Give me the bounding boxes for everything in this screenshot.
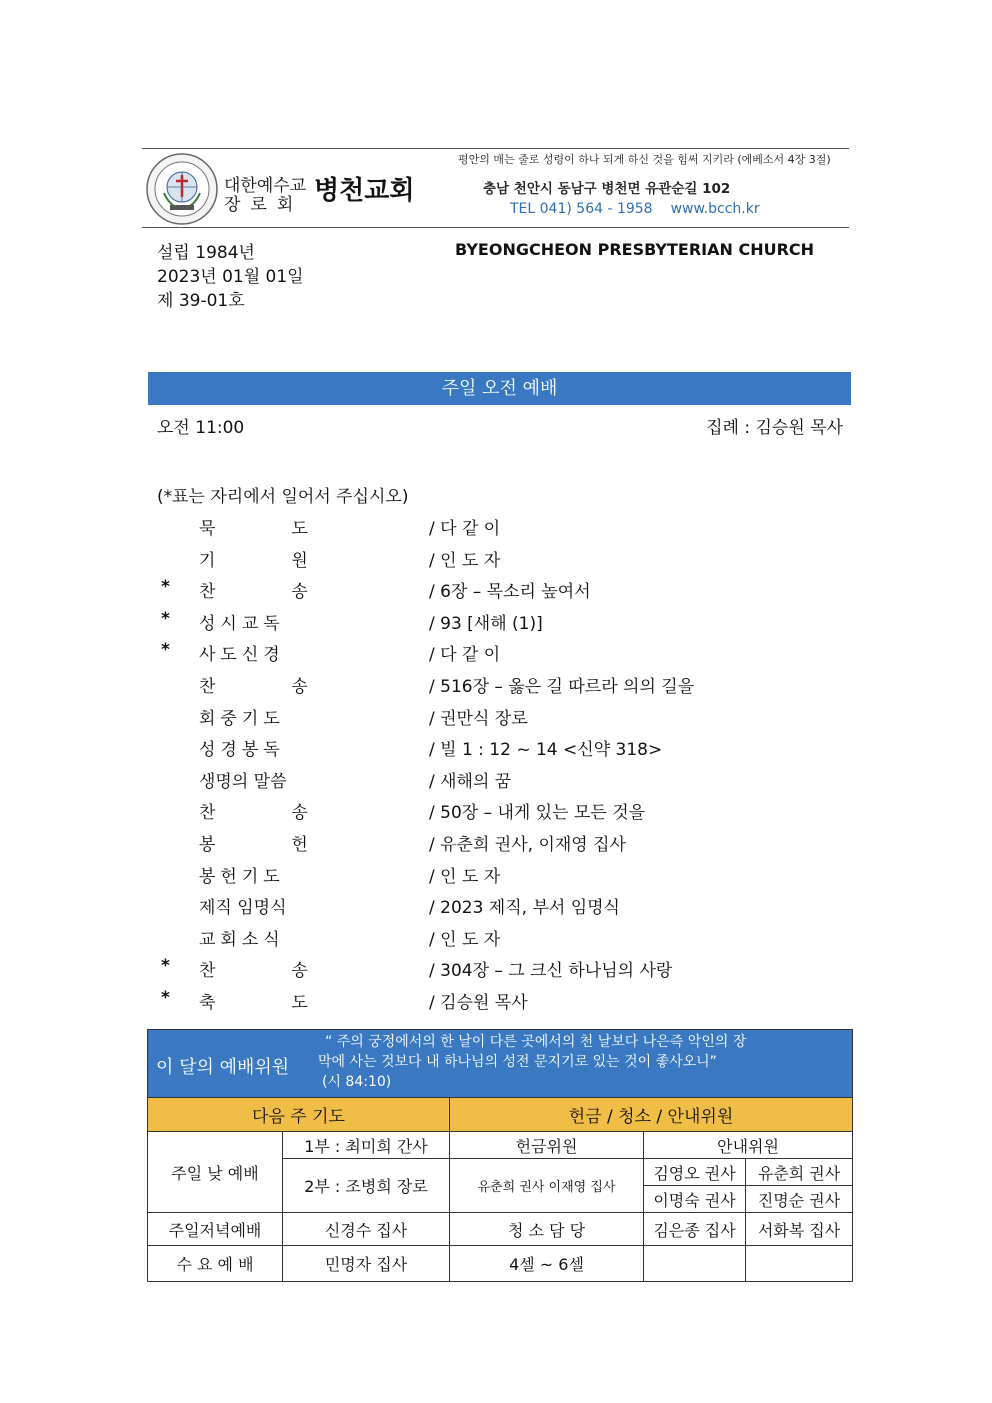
standing-marker: *	[161, 956, 170, 977]
order-row	[157, 731, 847, 763]
issue-number: 제 39-01호	[157, 291, 245, 311]
order-item: 찬송	[199, 961, 384, 982]
order-detail: / 50장 – 내게 있는 모든 것을	[429, 803, 646, 824]
order-item: 생명의 말씀	[199, 771, 287, 792]
empty-cell	[644, 1246, 746, 1282]
cleaning-label: 청 소 담 당	[450, 1213, 644, 1246]
standing-marker: *	[161, 608, 170, 629]
order-of-worship	[157, 510, 847, 1016]
bulletin-date: 2023년 01월 01일	[157, 267, 304, 287]
usher-label: 안내위원	[644, 1132, 853, 1159]
usher-name: 서화복 집사	[746, 1213, 853, 1246]
committee-title: 이 달의 예배위원	[156, 1057, 290, 1078]
offering-names: 유춘희 권사 이재영 집사	[450, 1159, 644, 1213]
order-detail: / 516장 – 옳은 길 따르라 의의 길을	[429, 676, 695, 697]
established-year: 설립 1984년	[157, 243, 255, 263]
verse-reference: (시 84:10)	[322, 1074, 392, 1090]
order-detail: / 93 [새해 (1)]	[429, 613, 543, 634]
usher-name: 김영오 권사	[644, 1159, 746, 1186]
sunday-day-service: 주일 낮 예배	[148, 1132, 283, 1213]
order-item: 찬송	[199, 803, 384, 824]
verse-line1: “ 주의 궁정에서의 한 날이 다른 곳에서의 천 날보다 나은즉 악인의 장	[325, 1034, 747, 1050]
order-detail: / 유춘희 권사, 이재영 집사	[429, 834, 626, 855]
standing-marker: *	[161, 640, 170, 661]
order-row	[157, 510, 847, 542]
order-item: 찬송	[199, 582, 384, 603]
committee-header	[148, 1030, 853, 1098]
church-address: 충남 천안시 동남구 병천면 유관순길 102	[483, 181, 731, 197]
english-church-name: BYEONGCHEON PRESBYTERIAN CHURCH	[455, 240, 815, 259]
denomination-line2: 장로회	[224, 195, 304, 215]
sunday-evening-service: 주일저녁예배	[148, 1213, 283, 1246]
standing-marker: *	[161, 987, 170, 1008]
order-detail: / 새해의 꿈	[429, 771, 512, 792]
order-detail: / 권만식 장로	[429, 708, 528, 729]
order-row	[157, 763, 847, 795]
order-item: 축도	[199, 992, 384, 1013]
order-detail: / 2023 제직, 부서 임명식	[429, 898, 620, 919]
order-row	[157, 542, 847, 574]
order-detail: / 빌 1 : 12 ~ 14 <신약 318>	[429, 740, 663, 761]
part1-prayer: 1부 : 최미희 간사	[283, 1132, 450, 1159]
order-row	[157, 636, 847, 668]
header-top-rule	[142, 148, 849, 149]
usher-name: 이명숙 권사	[644, 1186, 746, 1213]
order-row	[157, 952, 847, 984]
order-row	[157, 826, 847, 858]
service-officiant: 집례 : 김승원 목사	[706, 418, 843, 438]
order-row	[157, 921, 847, 953]
offering-header: 헌금 / 청소 / 안내위원	[450, 1098, 853, 1132]
cleaning-cells: 4셀 ~ 6셀	[450, 1246, 644, 1282]
service-time: 오전 11:00	[157, 418, 245, 438]
order-detail: / 다 같 이	[429, 519, 501, 539]
header-bottom-rule	[142, 227, 849, 228]
motto-verse: 평안의 매는 줄로 성령이 하나 되게 하신 것을 힘써 지키라 (에베소서 4장 3절)	[458, 153, 831, 166]
usher-name: 진명순 권사	[746, 1186, 853, 1213]
order-detail: / 304장 – 그 크신 하나님의 사랑	[429, 961, 673, 982]
order-item: 기원	[199, 550, 384, 571]
website-link[interactable]: www.bcch.kr	[670, 201, 760, 217]
evening-prayer: 신경수 집사	[283, 1213, 450, 1246]
church-name: 병천교회	[314, 176, 415, 206]
empty-cell	[746, 1246, 853, 1282]
order-row	[157, 668, 847, 700]
wednesday-prayer: 민명자 집사	[283, 1246, 450, 1282]
church-seal-logo	[146, 153, 218, 225]
order-item: 묵도	[199, 519, 384, 539]
verse-line2: 막에 사는 것보다 내 하나님의 성전 문지기로 있는 것이 좋사오니”	[318, 1054, 717, 1070]
order-item: 사도신경	[199, 645, 285, 666]
order-detail: / 다 같 이	[429, 645, 501, 666]
order-row	[157, 700, 847, 732]
order-detail: / 김승원 목사	[429, 992, 528, 1013]
standing-marker: *	[161, 577, 170, 598]
order-item: 봉헌	[199, 834, 384, 855]
order-row	[157, 573, 847, 605]
part2-prayer: 2부 : 조병희 장로	[283, 1159, 450, 1213]
order-row	[157, 605, 847, 637]
prayer-header: 다음 주 기도	[148, 1098, 450, 1132]
contact-line	[510, 201, 778, 217]
order-detail: / 6장 – 목소리 높여서	[429, 582, 591, 603]
telephone: TEL 041) 564 - 1958	[510, 201, 653, 217]
offering-label: 헌금위원	[450, 1132, 644, 1159]
denomination-line1: 대한예수교	[224, 176, 307, 196]
order-item: 성시교독	[199, 613, 285, 634]
committee-table	[147, 1029, 853, 1282]
order-item: 회중기도	[199, 708, 285, 729]
order-row	[157, 984, 847, 1016]
usher-name: 유춘희 권사	[746, 1159, 853, 1186]
order-item: 교회소식	[199, 929, 285, 950]
service-banner: 주일 오전 예배	[148, 372, 851, 405]
order-item: 찬송	[199, 676, 384, 697]
usher-name: 김은종 집사	[644, 1213, 746, 1246]
committee-verse	[318, 1032, 845, 1092]
order-item: 제직 임명식	[199, 898, 287, 919]
order-item: 봉헌기도	[199, 866, 285, 887]
order-detail: / 인 도 자	[429, 866, 501, 887]
wednesday-service: 수 요 예 배	[148, 1246, 283, 1282]
order-row	[157, 794, 847, 826]
order-item: 성경봉독	[199, 740, 285, 761]
order-detail: / 인 도 자	[429, 550, 501, 571]
order-detail: / 인 도 자	[429, 929, 501, 950]
order-row	[157, 858, 847, 890]
order-row	[157, 889, 847, 921]
standing-note: (*표는 자리에서 일어서 주십시오)	[157, 487, 409, 507]
